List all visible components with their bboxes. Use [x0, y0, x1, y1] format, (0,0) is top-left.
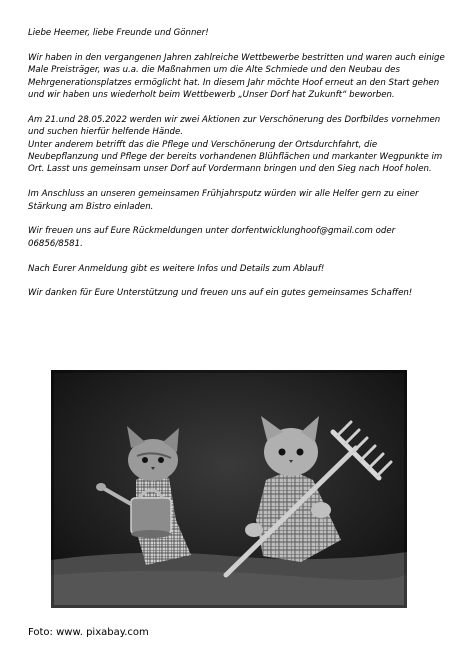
kittens-illustration: [51, 370, 407, 608]
paragraph-bistro: Im Anschluss an unseren gemeinsamen Frühjahrsputz würden wir alle Helfer gern zu einer Stärkung am Bistro einladen.: [28, 189, 419, 212]
photo-credit: Foto: www. pixabay.com: [28, 627, 149, 638]
paragraph-wettbewerb: Wir haben in den vergangenen Jahren zahlreiche Wettbewerbe bestritten und waren auch einige Male Preisträger, was u.a. die Maßnahmen um die Alte Schmiede und den Neubau des Mehrgenerationsplatzes ermöglicht hat. In diesem Jahr möchte Hoof erneut an den Start gehen und wir haben uns wiederholt beim Wettbewerb „Unser Dorf hat Zukunft“ beworben.: [28, 52, 445, 101]
paragraph-aktionen: Am 21.und 28.05.2022 werden wir zwei Aktionen zur Verschönerung des Dorfbildes vornehmen und suchen hierfür helfende Hände. Unter anderem betrifft das die Pflege und Verschönerung der Ortsdurchfahrt, die Neubepflanzung und Pflege der bereits vorhandenen Blühflächen und markanter Wegpunkte im Ort. Lasst uns gemeinsam unser Dorf auf Vordermann bringen und den Sieg nach Hoof holen.: [28, 114, 443, 175]
paragraph-dank: Wir danken für Eure Unterstützung und freuen uns auf ein gutes gemeinsames Schaffen!: [28, 288, 413, 299]
letter-body: [28, 27, 448, 312]
paragraph-anmeldung: Nach Eurer Anmeldung gibt es weitere Infos und Details zum Ablauf!: [28, 263, 325, 274]
letter-greeting: Liebe Heemer, liebe Freunde und Gönner!: [28, 28, 209, 38]
paragraph-kontakt: Wir freuen uns auf Eure Rückmeldungen unter dorfentwicklunghoof@gmail.com oder 06856/8581.: [28, 226, 396, 249]
kittens-photo: [51, 370, 407, 608]
